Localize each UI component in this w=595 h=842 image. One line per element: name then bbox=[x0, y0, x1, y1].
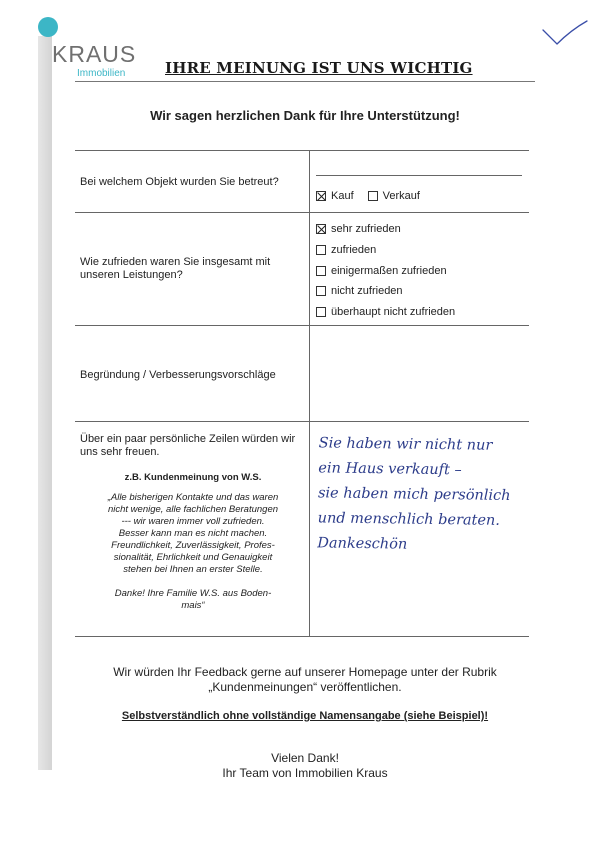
checkbox-nicht-zufrieden[interactable] bbox=[316, 286, 326, 296]
checkbox-verkauf[interactable] bbox=[368, 191, 378, 201]
closing-text: Vielen Dank! Ihr Team von Immobilien Kraus bbox=[222, 751, 388, 780]
question-satisfaction-label: Wie zufrieden waren Sie insgesamt mit unseren Leistungen? bbox=[80, 256, 271, 281]
question-personal-lines-label: Über ein paar persönliche Zeilen würden wir uns sehr freuen. bbox=[80, 433, 296, 458]
page-title: IHRE MEINUNG IST UNS WICHTIG bbox=[165, 59, 473, 77]
table-divider bbox=[75, 150, 529, 151]
option-ueberhaupt-nicht-zufrieden[interactable] bbox=[316, 306, 455, 318]
logo-dot bbox=[38, 17, 58, 37]
option-einigermassen-zufrieden[interactable] bbox=[316, 265, 447, 277]
table-divider bbox=[75, 421, 529, 422]
brand-subtitle: Immobilien bbox=[77, 68, 126, 79]
option-label: überhaupt nicht zufrieden bbox=[331, 306, 456, 318]
footer-disclaimer: Selbstverständlich ohne vollständige Namensangabe (siehe Beispiel)! bbox=[121, 710, 489, 722]
option-label: sehr zufrieden bbox=[331, 223, 401, 235]
table-divider bbox=[75, 325, 529, 326]
option-label: nicht zufrieden bbox=[331, 285, 403, 297]
sidebar-bar bbox=[38, 36, 52, 770]
checkmark-icon bbox=[541, 18, 589, 52]
option-label: einigermaßen zufrieden bbox=[331, 265, 447, 277]
option-sehr-zufrieden[interactable] bbox=[316, 223, 401, 235]
checkbox-einigermassen-zufrieden[interactable] bbox=[316, 266, 326, 276]
option-label: zufrieden bbox=[331, 244, 377, 256]
handwritten-answer: Sie haben wir nicht nur ein Haus verkauft – sie haben mich persönlich und menschlich beraten. Dankeschön bbox=[317, 435, 511, 553]
table-divider bbox=[75, 636, 529, 637]
header-divider bbox=[75, 81, 535, 82]
table-column-divider bbox=[309, 150, 310, 636]
question-feedback-label: Begründung / Verbesserungsvorschläge bbox=[80, 369, 276, 381]
option-nicht-zufrieden[interactable] bbox=[316, 285, 403, 297]
footer-note: Wir würden Ihr Feedback gerne auf unserer Homepage unter der Rubrik „Kundenmeinungen“ veröffentlichen. bbox=[113, 665, 497, 694]
option-zufrieden[interactable] bbox=[316, 244, 376, 256]
question-object-label: Bei welchem Objekt wurden Sie betreut? bbox=[80, 176, 279, 188]
option-label: Verkauf bbox=[382, 190, 420, 202]
brand-logo: KRAUS bbox=[52, 41, 137, 67]
option-label: Kauf bbox=[331, 190, 354, 202]
example-heading: z.B. Kundenmeinung von W.S. bbox=[124, 472, 262, 483]
table-divider bbox=[75, 212, 529, 213]
checkbox-ueberhaupt-nicht-zufrieden[interactable] bbox=[316, 307, 326, 317]
thanks-heading: Wir sagen herzlichen Dank für Ihre Unterstützung! bbox=[150, 108, 460, 123]
checkbox-sehr-zufrieden[interactable] bbox=[316, 224, 326, 234]
example-quote bbox=[80, 472, 306, 612]
answer-line bbox=[316, 175, 522, 176]
checkbox-zufrieden[interactable] bbox=[316, 245, 326, 255]
example-signature: Danke! Ihre Familie W.S. aus Boden- mais“ bbox=[114, 588, 272, 611]
example-text: „Alle bisherigen Kontakte und das waren nicht wenige, alle fachlichen Beratungen --- wir waren immer voll zufrieden. Besser kann man es nicht machen. Freundlichkeit, Zuverlässigkeit, Profes- sionalität, Ehrlichkeit und Genauigkeit stehen bei Ihnen an erster Stelle. bbox=[107, 492, 279, 575]
checkbox-kauf[interactable] bbox=[316, 191, 326, 201]
option-kauf[interactable] bbox=[316, 190, 420, 202]
